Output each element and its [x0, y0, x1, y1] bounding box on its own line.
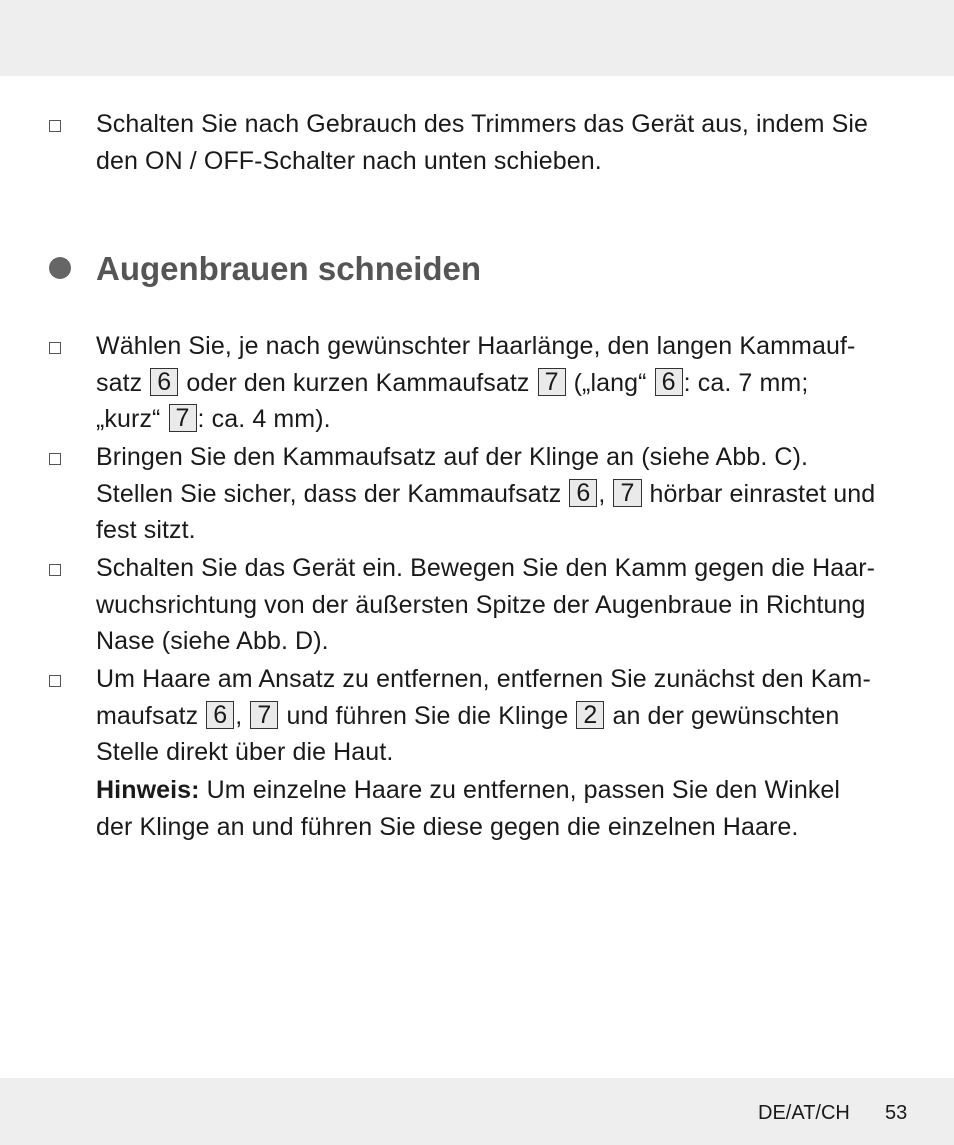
- part-ref: 6: [655, 368, 683, 396]
- step-1-line-2: [96, 365, 808, 402]
- text: und führen Sie die Klinge: [286, 702, 569, 730]
- text: satz: [96, 369, 143, 397]
- part-ref: 2: [576, 701, 604, 729]
- text: Stellen Sie sicher, dass der Kammaufsatz: [96, 480, 562, 508]
- checkbox-icon: [49, 453, 61, 465]
- text: („lang“: [573, 369, 647, 397]
- part-ref: 7: [613, 479, 641, 507]
- checkbox-icon: [49, 675, 61, 687]
- text: maufsatz: [96, 702, 199, 730]
- step-4-line-3: Stelle direkt über die Haut.: [96, 738, 394, 766]
- step-2-line-1: Bringen Sie den Kammaufsatz auf der Klinge an (siehe Abb. C).: [96, 443, 809, 471]
- part-ref: 7: [250, 701, 278, 729]
- step-3-line-2: wuchsrichtung von der äußersten Spitze der Augenbraue in Richtung: [96, 591, 866, 619]
- note-label: Hinweis:: [96, 776, 200, 804]
- step-4-line-2: [96, 698, 839, 735]
- footer-region: DE/AT/CH: [758, 1102, 850, 1124]
- part-ref: 7: [169, 404, 197, 432]
- text: Um einzelne Haare zu entfernen, passen Sie den Winkel: [206, 776, 841, 804]
- text: „kurz“: [96, 405, 161, 433]
- section-bullet-icon: [49, 257, 71, 279]
- text: ,: [235, 702, 243, 730]
- step-4-line-1: Um Haare am Ansatz zu entfernen, entfernen Sie zunächst den Kam-: [96, 665, 871, 693]
- checkbox-icon: [49, 342, 61, 354]
- part-ref: 6: [150, 368, 178, 396]
- note-line-2: der Klinge an und führen Sie diese gegen die einzelnen Haare.: [96, 813, 799, 841]
- part-ref: 6: [206, 701, 234, 729]
- step-2-line-2: [96, 476, 875, 513]
- note-line-1: [96, 772, 840, 809]
- text: an der gewünschten: [612, 702, 840, 730]
- step-1-line-1: Wählen Sie, je nach gewünschter Haarlänge, den langen Kammauf-: [96, 332, 856, 360]
- part-ref: 7: [538, 368, 566, 396]
- text: ,: [598, 480, 606, 508]
- page-number: 53: [885, 1102, 908, 1124]
- section-title: Augenbrauen schneiden: [96, 250, 482, 287]
- step-2-line-3: fest sitzt.: [96, 516, 196, 544]
- intro-line-2: den ON / OFF-Schalter nach unten schieben.: [96, 147, 602, 175]
- text: oder den kurzen Kammaufsatz: [186, 369, 530, 397]
- checkbox-icon: [49, 120, 61, 132]
- step-3-line-3: Nase (siehe Abb. D).: [96, 627, 329, 655]
- text: : ca. 7 mm;: [683, 369, 809, 397]
- header-band: [0, 0, 954, 76]
- intro-line-1: Schalten Sie nach Gebrauch des Trimmers das Gerät aus, indem Sie: [96, 110, 869, 138]
- text: : ca. 4 mm).: [197, 405, 331, 433]
- checkbox-icon: [49, 564, 61, 576]
- part-ref: 6: [569, 479, 597, 507]
- text: hörbar einrastet und: [649, 480, 876, 508]
- step-1-line-3: [96, 401, 331, 438]
- step-3-line-1: Schalten Sie das Gerät ein. Bewegen Sie den Kamm gegen die Haar-: [96, 554, 876, 582]
